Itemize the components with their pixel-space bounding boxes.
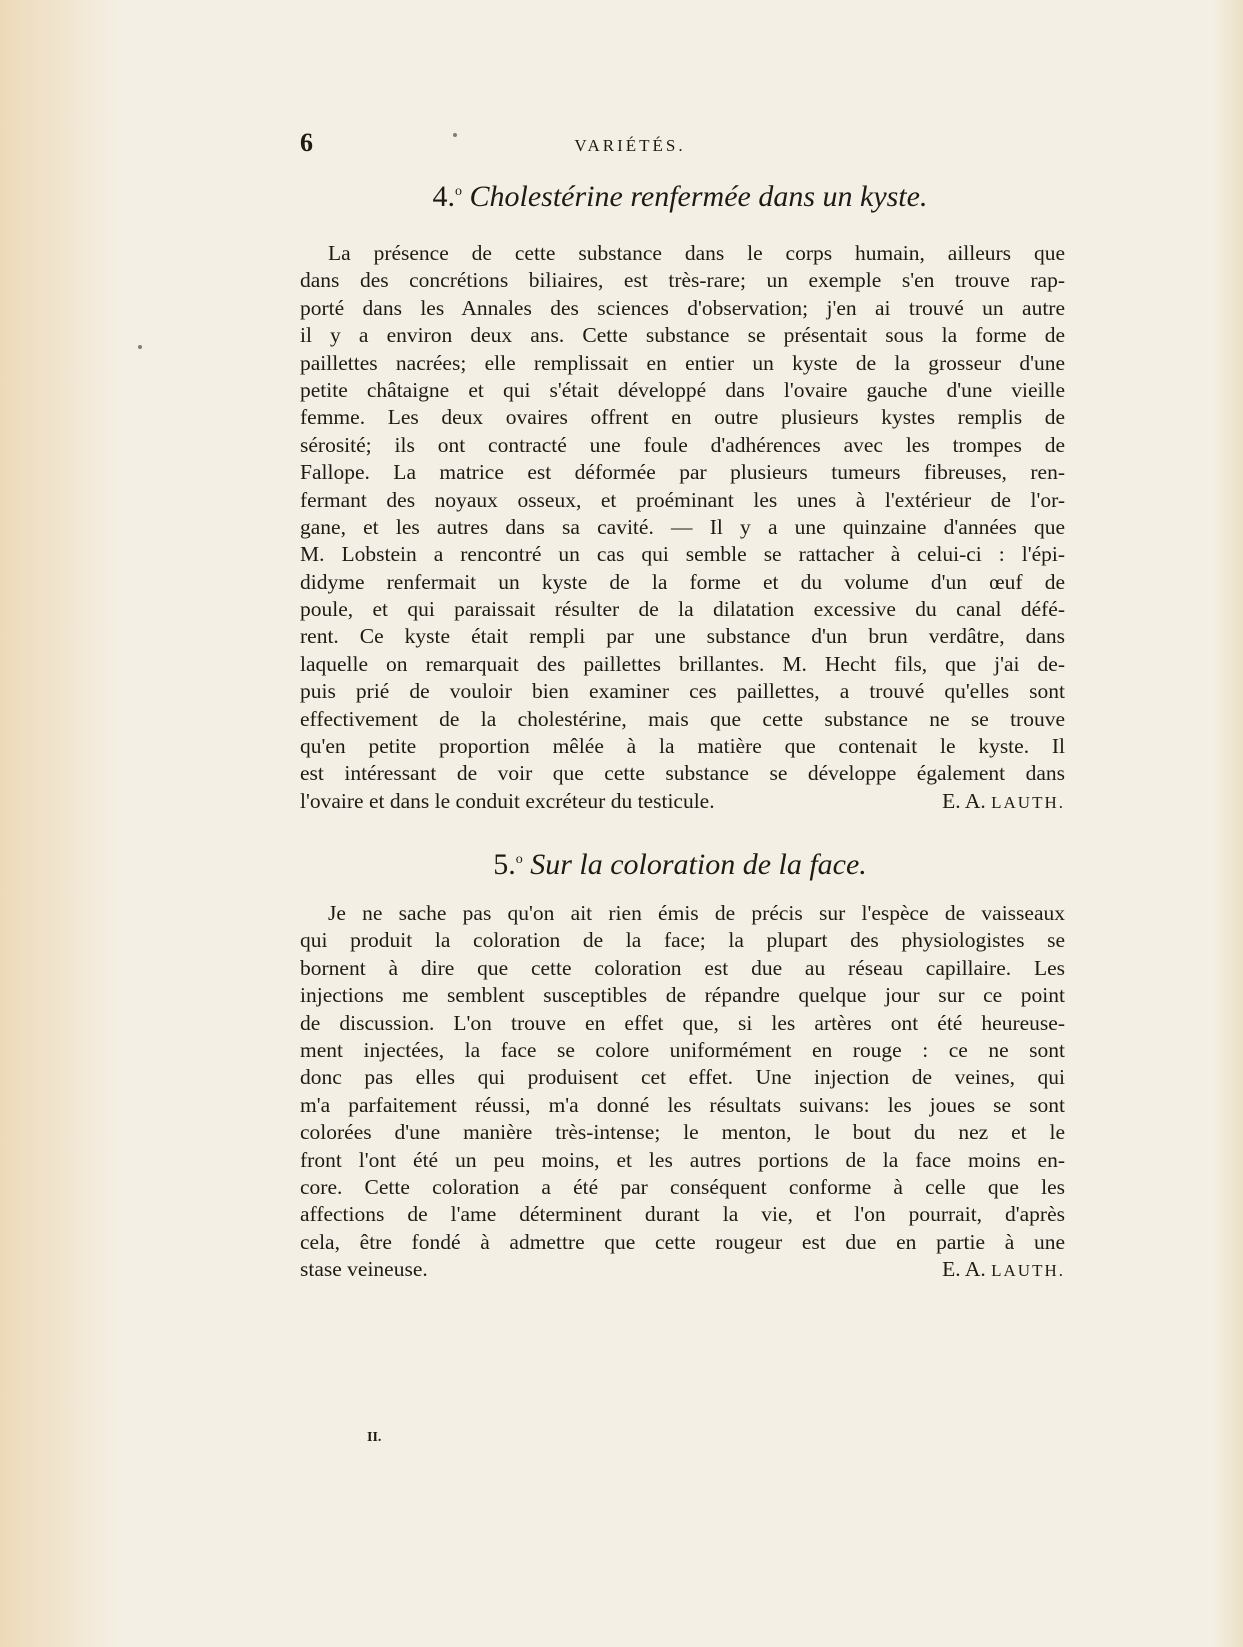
text-line: qu'en petite proportion mêlée à la matière que contenait le kyste. Il: [300, 734, 1065, 759]
signature-initials: E. A.: [942, 1257, 986, 1282]
last-line: [300, 788, 1065, 815]
text-line: de discussion. L'on trouve en effet que, si les artères ont été heureuse-: [300, 1010, 1065, 1035]
section-body-cholesterine: [300, 240, 1065, 815]
text-line: donc pas elles qui produisent cet effet. Une injection de veines, qui: [300, 1065, 1065, 1090]
author-signature: [942, 788, 1065, 815]
running-head-title: VARIÉTÉS.: [574, 136, 686, 155]
text-line: paillettes nacrées; elle remplissait en entier un kyste de la grosseur d'une: [300, 350, 1065, 375]
text-line: ment injectées, la face se colore uniformément en rouge : ce ne sont: [300, 1037, 1065, 1062]
text-line: gane, et les autres dans sa cavité. — Il y a une quinzaine d'années que: [300, 514, 1065, 539]
text-line: Je ne sache pas qu'on ait rien émis de précis sur l'espèce de vaisseaux: [328, 901, 1065, 925]
section-body-coloration: [300, 900, 1065, 1283]
text-line: front l'ont été un peu moins, et les autres portions de la face moins en-: [300, 1147, 1065, 1172]
last-line: [300, 1256, 1065, 1283]
author-signature: [942, 1256, 1065, 1283]
signature-mark: II.: [367, 1430, 382, 1445]
text-line: bornent à dire que cette coloration est due au réseau capillaire. Les: [300, 955, 1065, 980]
section-number-sup: o: [455, 184, 463, 199]
text-line: puis prié de vouloir bien examiner ces paillettes, a trouvé qu'elles sont: [300, 679, 1065, 704]
paper-speck: [138, 345, 142, 349]
text-line: sérosité; ils ont contracté une foule d'adhérences avec les trompes de: [300, 432, 1065, 457]
section-title-text: Cholestérine renfermée dans un kyste.: [469, 180, 928, 213]
text-line: porté dans les Annales des sciences d'observation; j'en ai trouvé un autre: [300, 295, 1065, 320]
page-number: 6: [300, 128, 313, 157]
text-line: injections me semblent susceptibles de répandre quelque jour sur ce point: [300, 983, 1065, 1008]
text-line: est intéressant de voir que cette substance se développe également dans: [300, 761, 1065, 786]
section-number: 4.: [432, 180, 456, 213]
section-title-cholesterine: [300, 180, 1060, 214]
text-line: fermant des noyaux osseux, et proéminant les unes à l'extérieur de l'or-: [300, 487, 1065, 512]
text-line: M. Lobstein a rencontré un cas qui semble se rattacher à celui-ci : l'épi-: [300, 542, 1065, 567]
paper-edge-left: [0, 0, 120, 1647]
text-line: poule, et qui paraissait résulter de la dilatation excessive du canal défé-: [300, 597, 1065, 622]
text-line: affections de l'ame déterminent durant la vie, et l'on pourrait, d'après: [300, 1202, 1065, 1227]
text-line: rent. Ce kyste était rempli par une substance d'un brun verdâtre, dans: [300, 624, 1065, 649]
running-head: [300, 128, 960, 168]
signature-initials: E. A.: [942, 788, 986, 813]
text-line: Fallope. La matrice est déformée par plusieurs tumeurs fibreuses, ren-: [300, 460, 1065, 485]
text-line: didyme renfermait un kyste de la forme et du volume d'un œuf de: [300, 569, 1065, 594]
text-line: effectivement de la cholestérine, mais que cette substance ne se trouve: [300, 706, 1065, 731]
paper-speck: [453, 133, 457, 137]
text-line: stase veineuse.: [300, 1257, 428, 1282]
text-line: il y a environ deux ans. Cette substance se présentait sous la forme de: [300, 323, 1065, 348]
text-line: laquelle on remarquait des paillettes brillantes. M. Hecht fils, que j'ai de-: [300, 651, 1065, 676]
text-line: dans des concrétions biliaires, est très-rare; un exemple s'en trouve rap-: [300, 268, 1065, 293]
section-number-sup: o: [515, 852, 523, 867]
text-line: colorées d'une manière très-intense; le menton, le bout du nez et le: [300, 1120, 1065, 1145]
text-line: core. Cette coloration a été par conséquent conforme à celle que les: [300, 1174, 1065, 1199]
section-title-coloration: [300, 848, 1060, 882]
signature-name: LAUTH.: [991, 1261, 1065, 1281]
signature-name: LAUTH.: [991, 792, 1065, 812]
text-line: petite châtaigne et qui s'était développé dans l'ovaire gauche d'une vieille: [300, 377, 1065, 402]
text-line: l'ovaire et dans le conduit excréteur du testicule.: [300, 788, 715, 813]
text-line: qui produit la coloration de la face; la plupart des physiologistes se: [300, 928, 1065, 953]
paper-edge-right: [1213, 0, 1243, 1647]
section-number: 5.: [493, 848, 516, 881]
text-line: cela, être fondé à admettre que cette rougeur est due en partie à une: [300, 1229, 1065, 1254]
text-line: m'a parfaitement réussi, m'a donné les résultats suivans: les joues se sont: [300, 1092, 1065, 1117]
text-line: La présence de cette substance dans le corps humain, ailleurs que: [328, 241, 1065, 265]
text-line: femme. Les deux ovaires offrent en outre plusieurs kystes remplis de: [300, 405, 1065, 430]
section-title-text: Sur la coloration de la face.: [530, 848, 867, 881]
